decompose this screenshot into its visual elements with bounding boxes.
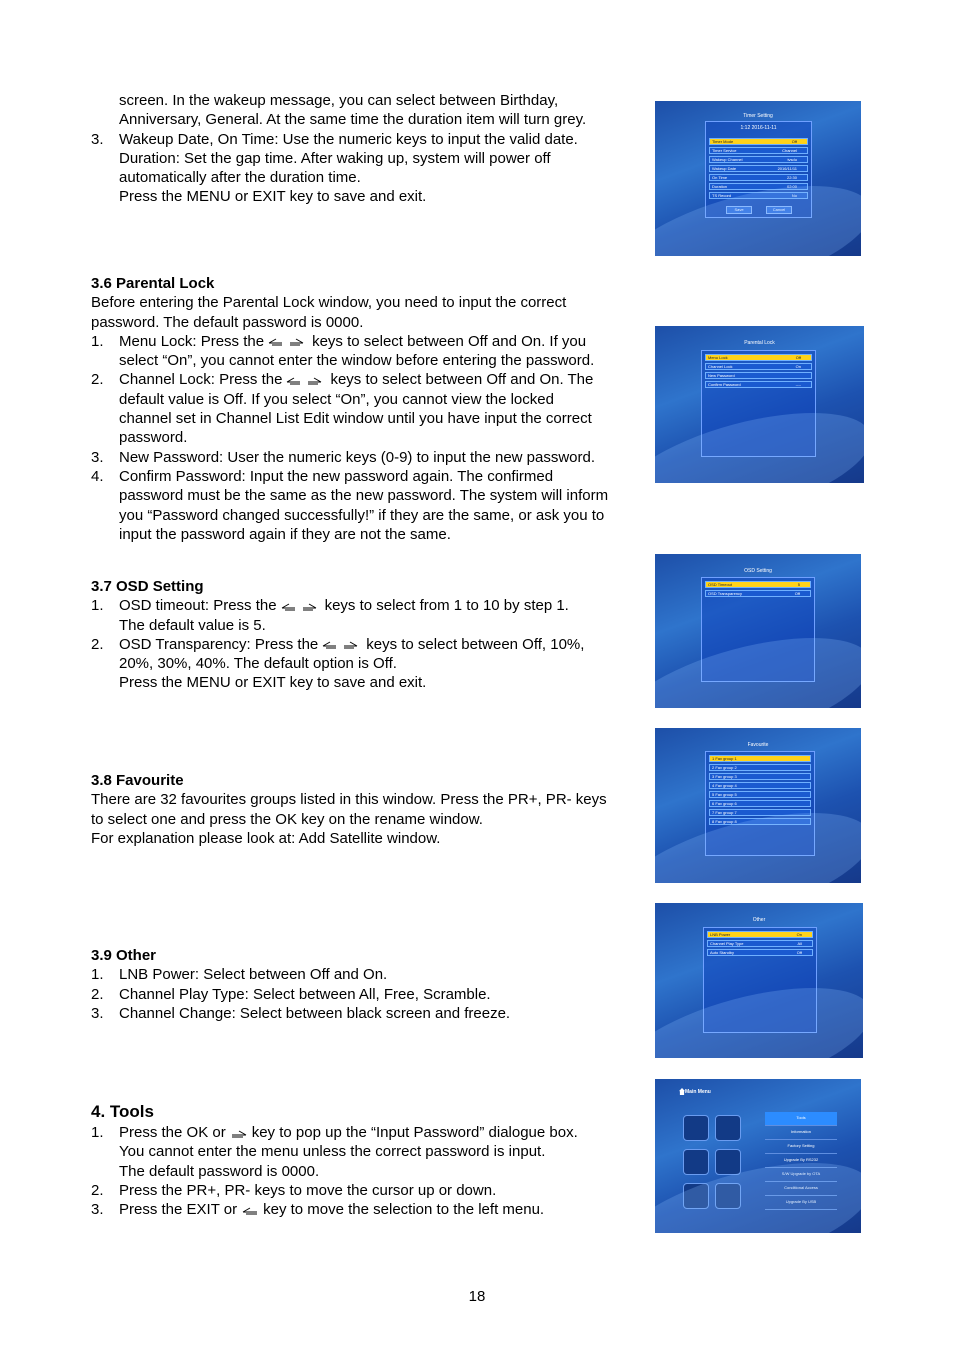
screen-title: Favourite bbox=[747, 742, 769, 748]
left-right-arrow-keys-icon bbox=[286, 376, 304, 385]
row-value: On bbox=[796, 932, 802, 937]
section-heading: 3.6 Parental Lock bbox=[91, 275, 215, 292]
timer-row bbox=[709, 165, 808, 172]
list-text: OSD timeout: Press the bbox=[119, 597, 277, 615]
list-text: The default password is 0000. bbox=[119, 1162, 320, 1180]
list-item bbox=[91, 332, 646, 371]
paragraph-line: password. The default password is 0000. bbox=[91, 313, 364, 331]
paragraph-line: screen. In the wakeup message, you can select between Birthday, bbox=[119, 92, 559, 109]
main-menu-screenshot bbox=[655, 1079, 861, 1233]
list-item bbox=[91, 985, 646, 1004]
list-text: Confirm Password: Input the new password again. The confirmed bbox=[119, 467, 554, 485]
row-label: OSD Timeout bbox=[708, 582, 733, 587]
other-row bbox=[707, 940, 813, 947]
paragraph-line: to select one and press the OK key on the rename window. bbox=[91, 810, 483, 828]
paragraph-line: There are 32 favourites groups listed in this window. Press the PR+, PR- keys bbox=[91, 791, 607, 809]
list-text: input the password again if they are not the same. bbox=[119, 525, 451, 543]
timer-row bbox=[709, 156, 808, 163]
paragraph-line: Before entering the Parental Lock window, you need to input the correct bbox=[91, 294, 567, 312]
tv-icon bbox=[683, 1115, 709, 1141]
menu-item: Tools bbox=[765, 1112, 837, 1126]
list-text: password. bbox=[119, 429, 188, 447]
section-tools bbox=[91, 1101, 646, 1219]
list-text: default value is Off. If you select “On”, you cannot view the locked bbox=[119, 390, 554, 408]
row-label: Duration bbox=[712, 184, 728, 189]
list-text: keys to select between Off and On. The bbox=[330, 371, 594, 389]
left-right-arrow-keys-icon bbox=[281, 602, 299, 611]
row-label: Timer Service bbox=[712, 148, 737, 153]
favourite-panel bbox=[705, 751, 815, 856]
list-text: Press the PR+, PR- keys to move the cursor up or down. bbox=[119, 1181, 497, 1199]
list-text: Press the EXIT or bbox=[119, 1201, 238, 1219]
list-text: Press the MENU or EXIT key to save and exit. bbox=[119, 674, 427, 692]
list-number: 2. bbox=[91, 985, 104, 1003]
section-heading: 4. Tools bbox=[91, 1102, 154, 1121]
timer-row bbox=[709, 147, 808, 154]
parental-lock-screenshot bbox=[655, 326, 864, 483]
timer-row bbox=[709, 192, 808, 199]
list-item bbox=[91, 965, 646, 984]
row-label: Channel Lock bbox=[708, 364, 733, 369]
tools-icon bbox=[715, 1149, 741, 1175]
row-value: No bbox=[791, 193, 797, 198]
row-label: TS Record bbox=[712, 193, 732, 198]
list-text: New Password: User the numeric keys (0-9) to input the new password. bbox=[119, 448, 596, 466]
list-text: Channel Lock: Press the bbox=[119, 371, 283, 389]
list-text: Channel Change: Select between black screen and freeze. bbox=[119, 1004, 511, 1022]
favourite-row: 6 Fav group 6 bbox=[709, 800, 811, 807]
list-text: password must be the same as the new password. The system will inform bbox=[119, 487, 609, 505]
paragraph-line: Anniversary, General. At the same time the duration item will turn grey. bbox=[119, 111, 587, 129]
row-label: New Password bbox=[708, 373, 735, 378]
left-right-arrow-keys-icon bbox=[268, 337, 286, 346]
section-favourite bbox=[91, 771, 646, 848]
list-item bbox=[91, 467, 646, 544]
favourite-row: 3 Fav group 3 bbox=[709, 773, 811, 780]
list-number: 1. bbox=[91, 332, 104, 350]
right-arrow-key-icon bbox=[230, 1129, 248, 1138]
screen-title: Main Menu bbox=[685, 1089, 711, 1095]
list-text: key to pop up the “Input Password” dialogue box. bbox=[251, 1124, 578, 1141]
list-item bbox=[91, 130, 646, 207]
list-text: Channel Play Type: Select between All, Free, Scramble. bbox=[119, 985, 491, 1003]
timer-row bbox=[709, 183, 808, 190]
screen-title: OSD Setting bbox=[744, 568, 772, 574]
section-other bbox=[91, 946, 646, 1023]
section-parental-lock bbox=[91, 274, 646, 544]
list-text: keys to select between Off, 10%, bbox=[366, 635, 585, 653]
cancel-button: Cancel bbox=[766, 206, 792, 214]
section-timer-continued bbox=[91, 91, 646, 207]
list-text: You cannot enter the menu unless the correct password is input. bbox=[119, 1143, 546, 1161]
row-value: All bbox=[797, 941, 802, 946]
row-label: OSD Transparency bbox=[708, 591, 743, 596]
list-item bbox=[91, 1004, 646, 1023]
favourite-row: 2 Fav group 2 bbox=[709, 764, 811, 771]
list-number: 1. bbox=[91, 597, 104, 615]
list-text: Wakeup Date, On Time: Use the numeric keys to input the valid date. bbox=[119, 130, 578, 148]
favourite-row: 8 Fav group 8 bbox=[709, 818, 811, 825]
left-arrow-key-icon bbox=[241, 1206, 259, 1215]
row-value: 5 bbox=[797, 582, 800, 587]
list-item bbox=[91, 448, 646, 467]
list-number: 2. bbox=[91, 635, 104, 653]
list-number: 3. bbox=[91, 130, 104, 148]
menu-item: S/W Upgrade by OTA bbox=[765, 1168, 837, 1182]
paragraph-line: For explanation please look at: Add Satellite window. bbox=[91, 829, 441, 847]
osd-setting-screenshot bbox=[655, 554, 861, 708]
media-icon bbox=[715, 1183, 741, 1209]
section-heading: 3.7 OSD Setting bbox=[91, 578, 204, 595]
row-label: Confirm Password bbox=[708, 382, 741, 387]
row-value: Off bbox=[791, 139, 797, 144]
menu-item: Conditional Access bbox=[765, 1182, 837, 1196]
list-number: 1. bbox=[91, 1124, 104, 1141]
list-text: 20%, 30%, 40%. The default option is Off. bbox=[119, 655, 397, 673]
row-value: 22:30 bbox=[786, 175, 797, 180]
page-number: 18 bbox=[468, 1288, 486, 1305]
favourite-row: 7 Fav group 7 bbox=[709, 809, 811, 816]
list-item bbox=[91, 1123, 646, 1181]
list-number: 2. bbox=[91, 371, 104, 389]
section-osd-setting bbox=[91, 577, 646, 693]
list-item bbox=[91, 596, 646, 635]
row-value: Channel bbox=[782, 148, 797, 153]
timer-panel bbox=[705, 121, 812, 218]
list-text: you “Password changed successfully!” if they are the same, or ask you to bbox=[119, 506, 605, 524]
list-number: 4. bbox=[91, 467, 104, 485]
section-heading: 3.9 Other bbox=[91, 947, 157, 964]
row-label: Channel Play Type bbox=[710, 941, 744, 946]
parental-row bbox=[705, 363, 812, 370]
osd-panel bbox=[701, 577, 815, 682]
other-panel bbox=[703, 927, 817, 1033]
list-text: The default value is 5. bbox=[119, 616, 266, 634]
left-right-arrow-keys-icon bbox=[322, 640, 340, 649]
list-item bbox=[91, 635, 646, 693]
row-label: On Time bbox=[712, 175, 728, 180]
list-text: keys to select from 1 to 10 by step 1. bbox=[324, 597, 569, 615]
list-text: automatically after the duration time. bbox=[119, 169, 361, 187]
row-value: Off bbox=[795, 355, 801, 360]
row-value: tvsdu bbox=[787, 157, 797, 162]
osd-row bbox=[705, 581, 811, 588]
row-value: Off bbox=[794, 591, 800, 596]
row-label: Menu Lock bbox=[708, 355, 728, 360]
list-text: channel set in Channel List Edit window until you have input the correct bbox=[119, 410, 592, 428]
parental-panel bbox=[701, 350, 816, 457]
row-label: Wakeup Date bbox=[712, 166, 737, 171]
menu-item: Upgrade By USB bbox=[765, 1196, 837, 1210]
list-text: key to move the selection to the left menu. bbox=[263, 1201, 545, 1219]
row-label: Wakeup Channel bbox=[712, 157, 743, 162]
other-row bbox=[707, 949, 813, 956]
row-value: On bbox=[795, 364, 801, 369]
row-value: 2016/11/11 bbox=[777, 166, 797, 171]
row-value: Off bbox=[796, 950, 802, 955]
other-screenshot bbox=[655, 903, 863, 1058]
favourite-row: 1 Fav group 1 bbox=[709, 755, 811, 762]
screen-title: Timer Setting bbox=[743, 113, 773, 119]
section-heading: 3.8 Favourite bbox=[91, 772, 184, 789]
timer-row bbox=[709, 174, 808, 181]
menu-item: Information bbox=[765, 1126, 837, 1140]
parental-row bbox=[705, 381, 812, 388]
favourite-screenshot bbox=[655, 728, 861, 883]
screen-title: Other bbox=[752, 917, 766, 923]
list-text: OSD Transparency: Press the bbox=[119, 635, 319, 653]
timer-row bbox=[709, 138, 808, 145]
installation-icon bbox=[715, 1115, 741, 1141]
games-icon bbox=[683, 1183, 709, 1209]
list-text: Menu Lock: Press the bbox=[119, 332, 265, 350]
list-text: keys to select between Off and On. If you bbox=[312, 332, 587, 350]
parental-row bbox=[705, 372, 812, 379]
screen-title: Parental Lock bbox=[744, 340, 775, 346]
list-text: LNB Power: Select between Off and On. bbox=[119, 966, 388, 984]
settings-icon bbox=[683, 1149, 709, 1175]
menu-item: Factory Setting bbox=[765, 1140, 837, 1154]
screen-date: 1:12 2016-11-11 bbox=[740, 125, 777, 131]
list-item bbox=[91, 370, 646, 447]
list-number: 3. bbox=[91, 448, 104, 466]
row-value: ---- bbox=[795, 382, 801, 387]
osd-row bbox=[705, 590, 811, 597]
list-item bbox=[91, 1181, 646, 1200]
list-text: Duration: Set the gap time. After waking up, system will power off bbox=[119, 149, 551, 167]
list-item bbox=[91, 1200, 646, 1219]
favourite-row: 4 Fav group 4 bbox=[709, 782, 811, 789]
row-value: 02:00 bbox=[786, 184, 797, 189]
list-number: 2. bbox=[91, 1181, 104, 1199]
list-text: Press the OK or bbox=[119, 1124, 226, 1141]
list-number: 3. bbox=[91, 1201, 104, 1219]
list-number: 1. bbox=[91, 966, 104, 984]
list-text: Press the MENU or EXIT key to save and exit. bbox=[119, 188, 427, 206]
favourite-row: 5 Fav group 5 bbox=[709, 791, 811, 798]
list-number: 3. bbox=[91, 1004, 104, 1022]
menu-item: Upgrade By RS232 bbox=[765, 1154, 837, 1168]
row-label: Auto Standby bbox=[710, 950, 735, 955]
row-label: Timer Mode bbox=[712, 139, 734, 144]
other-row bbox=[707, 931, 813, 938]
row-label: LNB Power bbox=[710, 932, 731, 937]
list-text: select “On”, you cannot enter the window before entering the password. bbox=[119, 352, 595, 370]
parental-row bbox=[705, 354, 812, 361]
save-button: Save bbox=[726, 206, 752, 214]
main-menu-list bbox=[765, 1112, 837, 1210]
timer-setting-screenshot bbox=[655, 101, 861, 256]
